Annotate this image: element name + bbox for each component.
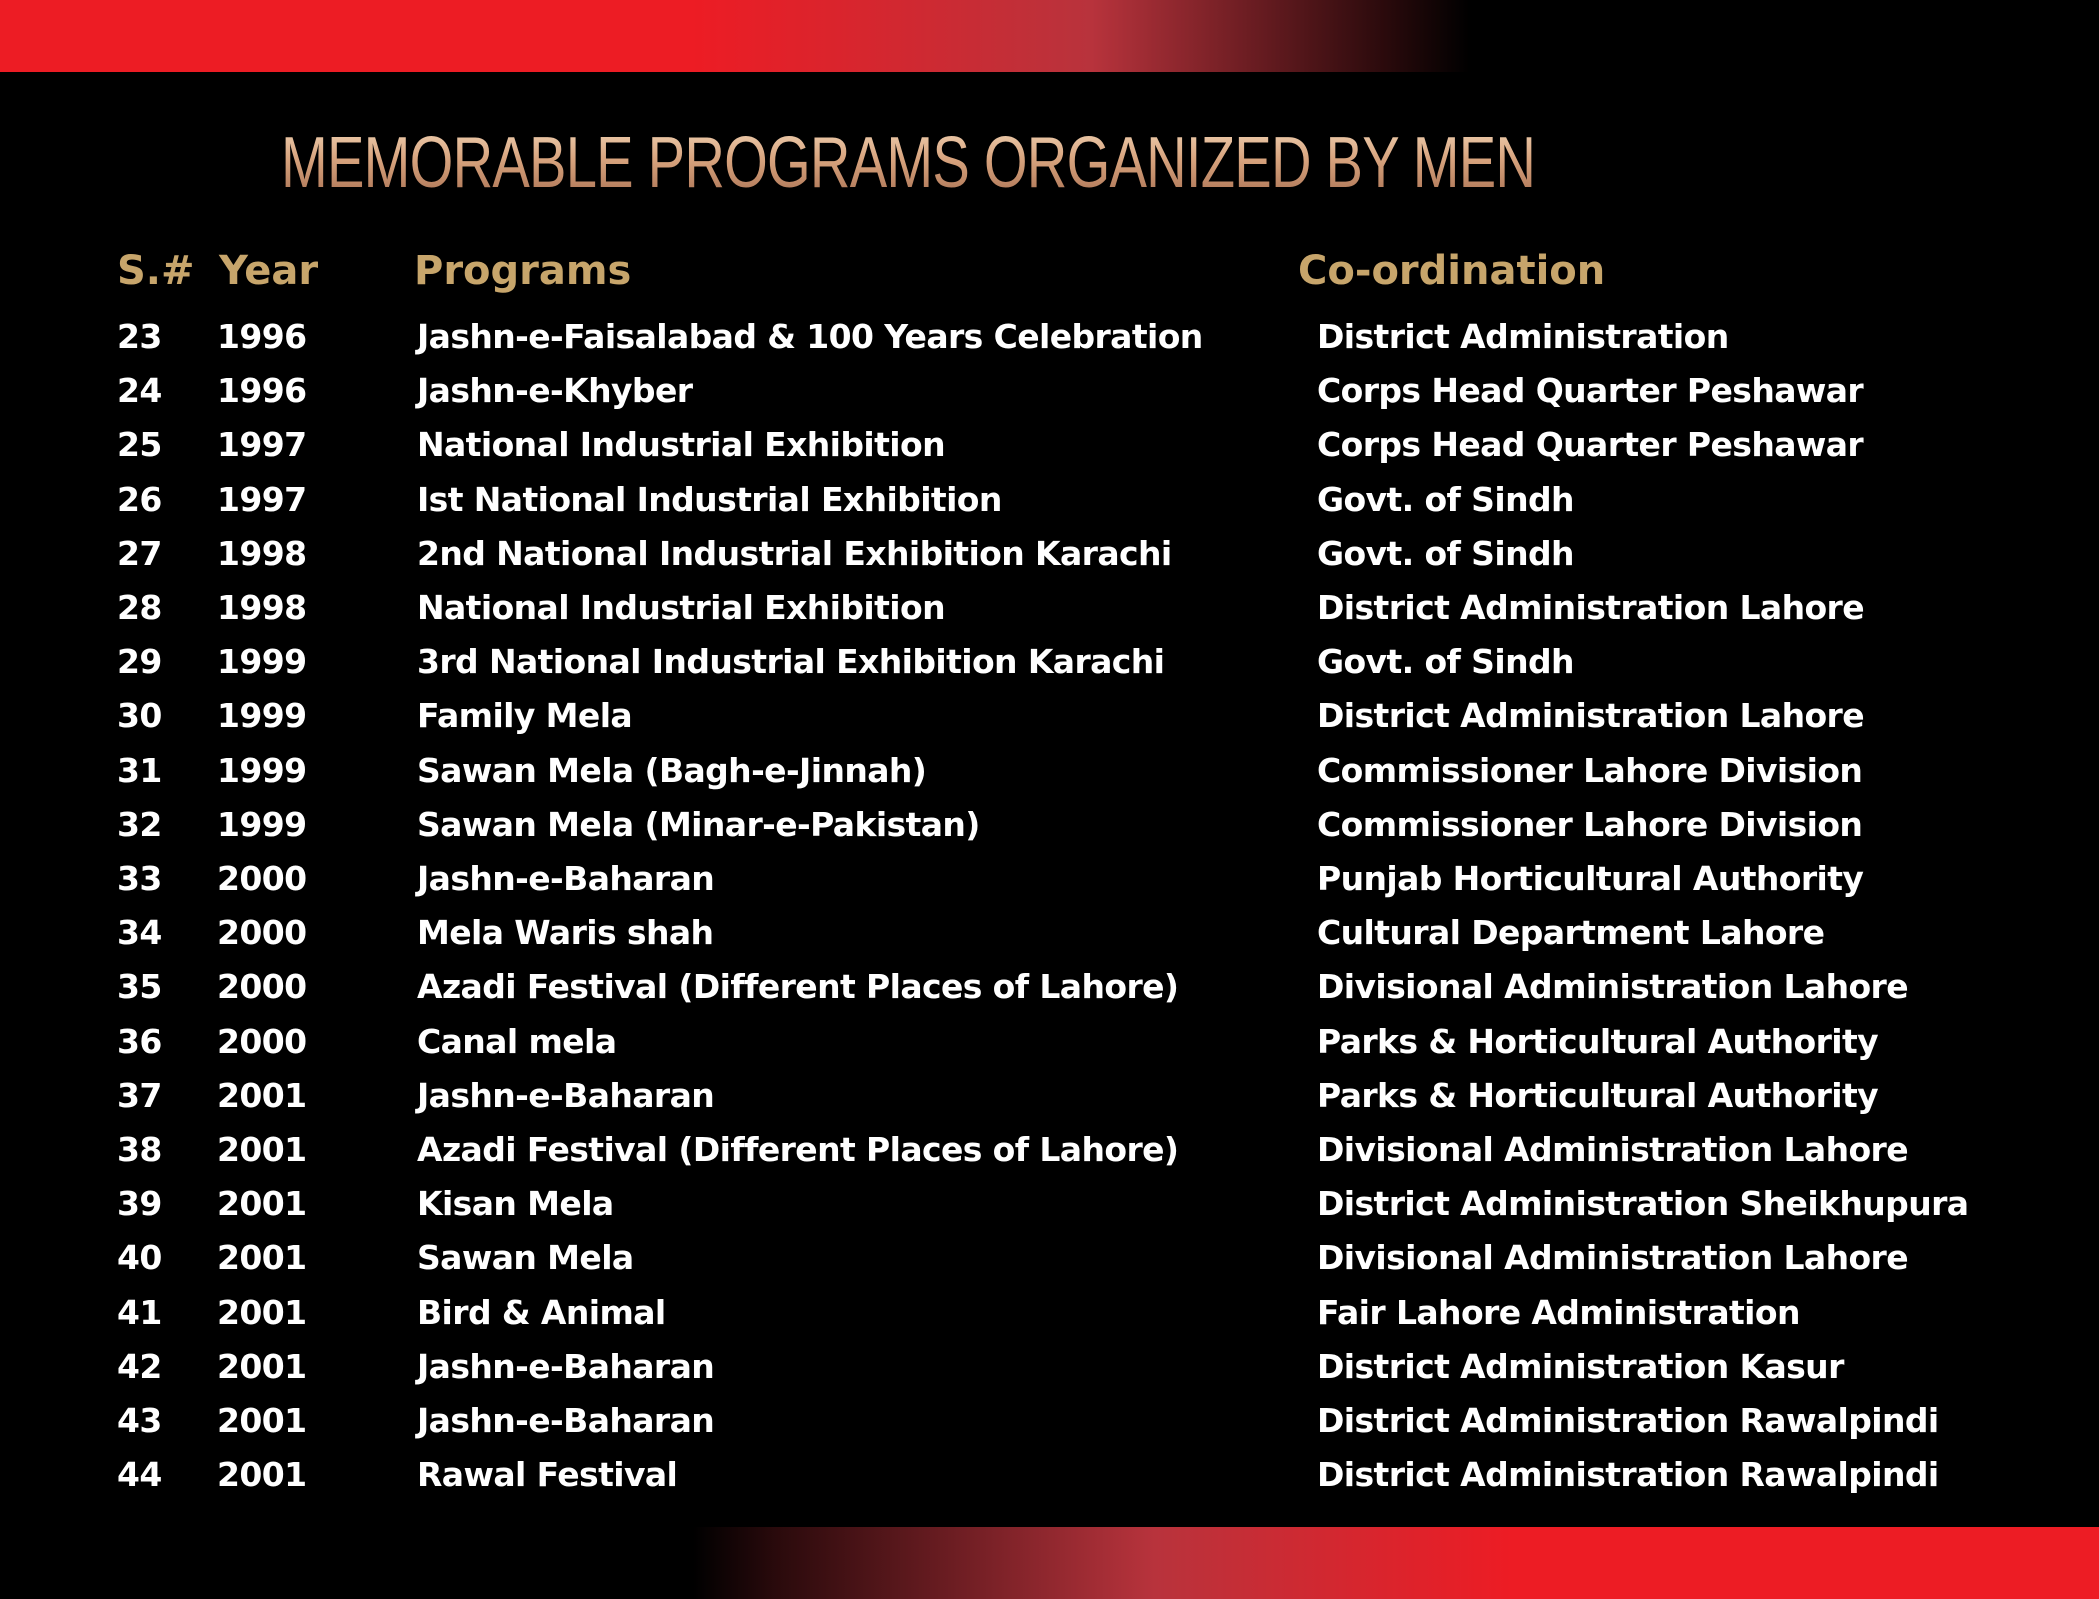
row-program: Canal mela — [417, 1021, 617, 1061]
table-row — [0, 906, 2099, 960]
row-program: 3rd National Industrial Exhibition Karachi — [417, 642, 1165, 682]
row-program: Family Mela — [417, 696, 633, 736]
table-row — [0, 527, 2099, 581]
table-row — [0, 1340, 2099, 1394]
row-serial-number: 36 — [117, 1021, 162, 1061]
row-year: 1996 — [217, 371, 307, 411]
row-serial-number: 28 — [117, 588, 162, 627]
top-decorative-band — [0, 0, 2099, 72]
row-coordination: Govt. of Sindh — [1317, 479, 1574, 519]
row-year: 2001 — [217, 1130, 307, 1169]
row-year: 2000 — [217, 913, 307, 953]
table-row — [0, 1123, 2099, 1177]
row-coordination: Govt. of Sindh — [1317, 533, 1574, 573]
table-row — [0, 1231, 2099, 1285]
row-program: Sawan Mela — [417, 1238, 634, 1278]
row-year: 2001 — [217, 1292, 307, 1332]
row-serial-number: 37 — [117, 1075, 162, 1115]
row-serial-number: 33 — [117, 859, 162, 898]
row-coordination: Punjab Horticultural Authority — [1317, 859, 1864, 898]
row-coordination: District Administration — [1317, 317, 1729, 356]
row-year: 1999 — [217, 696, 307, 736]
table-row — [0, 1448, 2099, 1502]
table-row — [0, 798, 2099, 852]
row-program: Jashn-e-Baharan — [417, 1401, 715, 1440]
row-program: Rawal Festival — [417, 1455, 678, 1495]
row-coordination: Divisional Administration Lahore — [1317, 967, 1908, 1007]
row-coordination: Govt. of Sindh — [1317, 642, 1574, 682]
row-year: 1998 — [217, 588, 307, 627]
table-row — [0, 364, 2099, 418]
table-header — [0, 248, 2099, 304]
row-program: Jashn-e-Faisalabad & 100 Years Celebration — [417, 317, 1203, 356]
row-coordination: Divisional Administration Lahore — [1317, 1130, 1908, 1169]
row-year: 2001 — [217, 1346, 307, 1386]
row-program: National Industrial Exhibition — [417, 588, 945, 627]
table-row — [0, 310, 2099, 364]
row-coordination: Commissioner Lahore Division — [1317, 804, 1863, 844]
row-serial-number: 40 — [117, 1238, 162, 1278]
row-program: Azadi Festival (Different Places of Lahore) — [417, 967, 1179, 1007]
row-year: 1996 — [217, 317, 307, 356]
column-header-programs: Programs — [414, 248, 632, 294]
row-program: 2nd National Industrial Exhibition Karachi — [417, 533, 1172, 573]
row-year: 2001 — [217, 1184, 307, 1224]
table-row — [0, 635, 2099, 689]
row-coordination: District Administration Rawalpindi — [1317, 1401, 1939, 1440]
row-serial-number: 35 — [117, 967, 162, 1007]
table-row — [0, 1177, 2099, 1231]
row-serial-number: 39 — [117, 1184, 162, 1224]
row-year: 1999 — [217, 804, 307, 844]
table-row — [0, 581, 2099, 635]
table-row — [0, 473, 2099, 527]
row-coordination: District Administration Sheikhupura — [1317, 1184, 1969, 1224]
row-year: 1999 — [217, 642, 307, 682]
row-serial-number: 31 — [117, 750, 162, 790]
row-coordination: Commissioner Lahore Division — [1317, 750, 1863, 790]
row-coordination: Divisional Administration Lahore — [1317, 1238, 1908, 1278]
row-program: Mela Waris shah — [417, 913, 714, 953]
row-serial-number: 38 — [117, 1130, 162, 1169]
row-serial-number: 26 — [117, 479, 162, 519]
row-coordination: District Administration Lahore — [1317, 696, 1865, 736]
table-row — [0, 1394, 2099, 1448]
bottom-decorative-band — [0, 1527, 2099, 1599]
table-row — [0, 418, 2099, 472]
table-row — [0, 852, 2099, 906]
table-row — [0, 1015, 2099, 1069]
row-year: 1997 — [217, 425, 307, 465]
row-coordination: District Administration Rawalpindi — [1317, 1455, 1939, 1495]
row-serial-number: 24 — [117, 371, 162, 411]
row-serial-number: 32 — [117, 804, 162, 844]
row-year: 2000 — [217, 1021, 307, 1061]
row-coordination: District Administration Lahore — [1317, 588, 1865, 627]
row-serial-number: 29 — [117, 642, 162, 682]
row-coordination: Fair Lahore Administration — [1317, 1292, 1800, 1332]
row-serial-number: 27 — [117, 533, 162, 573]
row-serial-number: 41 — [117, 1292, 162, 1332]
row-program: Bird & Animal — [417, 1292, 666, 1332]
row-coordination: Corps Head Quarter Peshawar — [1317, 425, 1864, 465]
row-program: Sawan Mela (Bagh-e-Jinnah) — [417, 750, 927, 790]
row-year: 1997 — [217, 479, 307, 519]
column-header-year: Year — [219, 248, 319, 294]
row-serial-number: 23 — [117, 317, 162, 356]
row-coordination: Parks & Horticultural Authority — [1317, 1075, 1879, 1115]
column-header-sn: S.# — [117, 248, 195, 294]
row-serial-number: 34 — [117, 913, 162, 953]
row-coordination: District Administration Kasur — [1317, 1346, 1844, 1386]
row-year: 2001 — [217, 1238, 307, 1278]
table-row — [0, 1286, 2099, 1340]
row-program: Ist National Industrial Exhibition — [417, 479, 1002, 519]
row-program: Jashn-e-Baharan — [417, 859, 715, 898]
row-year: 2000 — [217, 859, 307, 898]
row-year: 2000 — [217, 967, 307, 1007]
row-year: 1998 — [217, 533, 307, 573]
row-program: Jashn-e-Khyber — [417, 371, 693, 411]
row-program: Sawan Mela (Minar-e-Pakistan) — [417, 804, 980, 844]
row-serial-number: 42 — [117, 1346, 162, 1386]
row-serial-number: 43 — [117, 1401, 162, 1440]
row-program: Jashn-e-Baharan — [417, 1075, 715, 1115]
row-program: Azadi Festival (Different Places of Lahore) — [417, 1130, 1179, 1169]
row-serial-number: 44 — [117, 1455, 162, 1495]
row-year: 2001 — [217, 1075, 307, 1115]
row-program: Kisan Mela — [417, 1184, 614, 1224]
table-row — [0, 744, 2099, 798]
table-row — [0, 960, 2099, 1014]
row-coordination: Parks & Horticultural Authority — [1317, 1021, 1879, 1061]
column-header-coordination: Co-ordination — [1298, 248, 1606, 294]
row-year: 2001 — [217, 1455, 307, 1495]
row-serial-number: 30 — [117, 696, 162, 736]
row-serial-number: 25 — [117, 425, 162, 465]
row-program: National Industrial Exhibition — [417, 425, 945, 465]
table-row — [0, 1069, 2099, 1123]
row-year: 2001 — [217, 1401, 307, 1440]
table-row — [0, 689, 2099, 743]
row-program: Jashn-e-Baharan — [417, 1346, 715, 1386]
row-year: 1999 — [217, 750, 307, 790]
page-title: MEMORABLE PROGRAMS ORGANIZED BY MEN — [281, 118, 1535, 208]
row-coordination: Cultural Department Lahore — [1317, 913, 1825, 953]
row-coordination: Corps Head Quarter Peshawar — [1317, 371, 1864, 411]
